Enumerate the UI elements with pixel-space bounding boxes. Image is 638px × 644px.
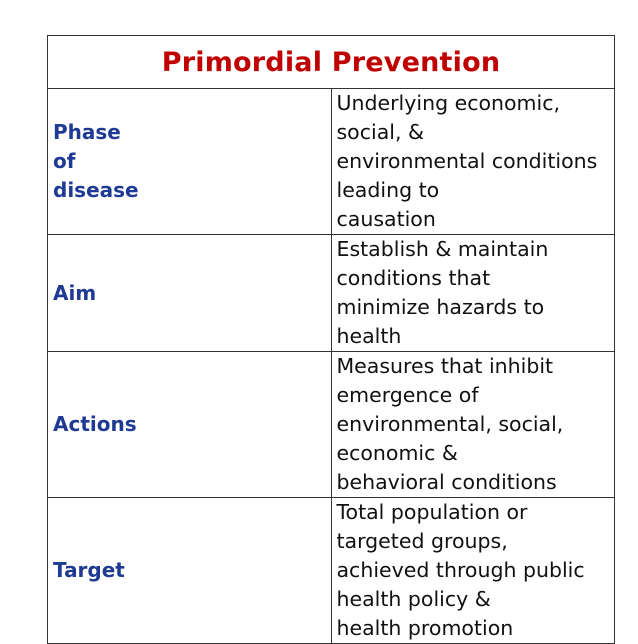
row-label-actions: Actions <box>48 352 332 498</box>
table-row-actions <box>48 352 615 498</box>
title-row <box>48 36 615 89</box>
row-description-aim: Establish & maintain conditions that minimize hazards to health <box>331 235 615 352</box>
row-label-phase <box>48 89 332 235</box>
prevention-table <box>47 35 615 644</box>
table-row-aim <box>48 235 615 352</box>
row-description-target: Total population or targeted groups, achieved through public health policy & health promotion <box>331 498 615 644</box>
row-label-aim: Aim <box>48 235 332 352</box>
table-row-phase <box>48 89 615 235</box>
row-description-actions: Measures that inhibit emergence of environmental, social, economic & behavioral conditions <box>331 352 615 498</box>
row-description-phase: Underlying economic, social, & environmental conditions leading to causation <box>331 89 615 235</box>
table-row-target <box>48 498 615 644</box>
row-label-phase-text: Phase of disease <box>53 120 139 202</box>
row-label-target: Target <box>48 498 332 644</box>
table-title: Primordial Prevention <box>48 36 615 89</box>
